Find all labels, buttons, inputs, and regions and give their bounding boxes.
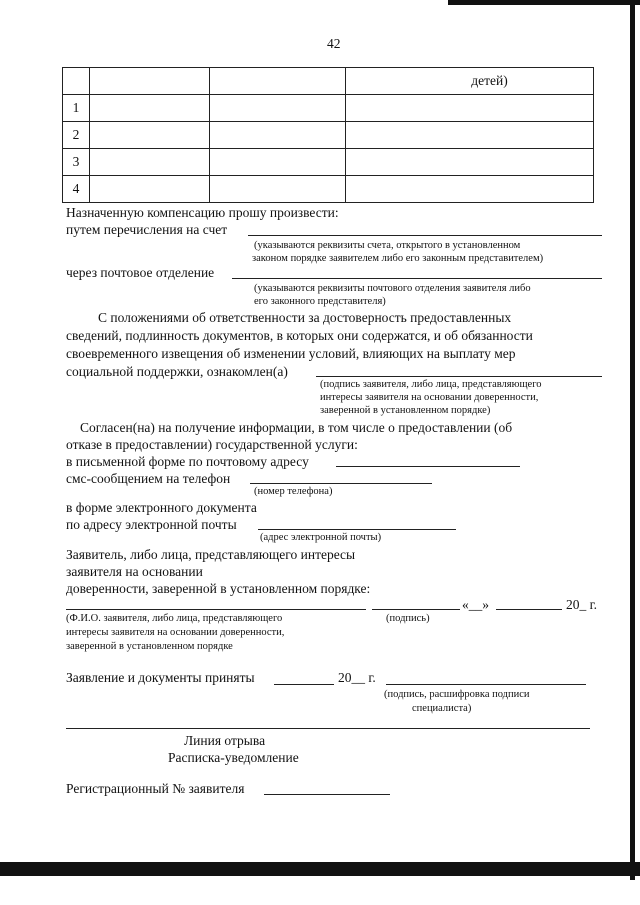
table-cell [346,95,594,122]
table-row [63,95,594,122]
accepted-year: 20__ г. [338,670,376,685]
table-row [63,176,594,203]
email-hint: (адрес электронной почты) [260,532,382,543]
email-field[interactable] [258,529,456,530]
electronic-label-1: в форме электронного документа [66,500,257,515]
responsibility-line-4: социальной поддержки, ознакомлен(а) [66,364,288,379]
fio-hint-1: (Ф.И.О. заявителя, либо лица, представляющего [66,613,283,624]
table-cell [346,149,594,176]
registration-label: Регистрационный № заявителя [66,781,245,796]
table-row [63,122,594,149]
accepted-hint-2: специалиста) [412,703,472,714]
signature-hint: (подпись) [386,613,430,624]
table-header-fragment: детей) [346,68,594,95]
registration-field[interactable] [264,794,390,795]
table-cell [90,95,210,122]
fio-hint-2: интересы заявителя на основании доверенности, [66,627,285,638]
children-table [62,67,594,203]
date-month-field[interactable] [496,609,562,610]
applicant-line-2: заявителя на основании [66,564,203,579]
responsibility-line-1: С положениями об ответственности за достоверность предоставленных [98,310,512,325]
post-office-field[interactable] [232,278,602,279]
table-cell [210,176,346,203]
post-office-hint-1: (указываются реквизиты почтового отделения заявителя либо [254,283,531,294]
row-number: 3 [63,149,90,176]
table-cell [210,149,346,176]
responsibility-hint-2: интересы заявителя на основании доверенности, [320,392,539,403]
accepted-hint-1: (подпись, расшифровка подписи [384,689,530,700]
specialist-signature-field[interactable] [386,684,586,685]
table-row [63,149,594,176]
post-office-hint-2: его законного представителя) [254,296,386,307]
responsibility-line-2: сведений, подлинность документов, в которых они содержатся, и об обязанности [66,328,533,343]
postal-address-label: в письменной форме по почтовому адресу [66,454,309,469]
account-field[interactable] [248,235,602,236]
fio-field[interactable] [66,609,366,610]
scan-bottom-edge [0,862,640,876]
consent-line-1: Согласен(на) на получение информации, в том числе о предоставлении (об [80,420,513,435]
responsibility-hint-1: (подпись заявителя, либо лица, представляющего [320,379,542,390]
table-cell [63,68,90,95]
table-cell [90,68,210,95]
table-cell [346,122,594,149]
scan-top-edge [448,0,640,5]
phone-field[interactable] [250,483,432,484]
tear-line-label: Линия отрыва [184,733,266,748]
account-hint-2: законом порядке заявителем либо его законным представителем) [252,253,544,264]
scan-right-edge [630,0,635,880]
row-number: 1 [63,95,90,122]
post-office-label: через почтовое отделение [66,265,215,280]
compensation-title: Назначенную компенсацию прошу произвести: [66,205,339,220]
responsibility-line-3: своевременного извещения об изменении условий, влияющих на выплату мер [66,346,516,361]
table-header-row [63,68,594,95]
accepted-label: Заявление и документы приняты [66,670,255,685]
phone-hint: (номер телефона) [254,486,333,497]
accepted-date-field[interactable] [274,684,334,685]
page-number: 42 [327,36,341,51]
table-cell [90,149,210,176]
table-cell [210,95,346,122]
table-cell [90,176,210,203]
fio-hint-3: заверенной в установленном порядке [66,641,233,652]
signature-field[interactable] [372,609,460,610]
sms-label: смс-сообщением на телефон [66,471,231,486]
responsibility-hint-3: заверенной в установленном порядке) [320,405,491,416]
consent-line-2: отказе в предоставлении) государственной услуги: [66,437,358,452]
table-cell [210,68,346,95]
applicant-line-3: доверенности, заверенной в установленном порядке: [66,581,371,596]
postal-address-field[interactable] [336,466,520,467]
electronic-label-2: по адресу электронной почты [66,517,237,532]
date-year: 20_ г. [566,597,598,612]
responsibility-signature-field[interactable] [316,376,602,377]
row-number: 4 [63,176,90,203]
account-label: путем перечисления на счет [66,222,228,237]
receipt-title: Расписка-уведомление [168,750,299,765]
tear-off-line [66,728,590,729]
date-day-quote: «__» [462,597,489,612]
applicant-line-1: Заявитель, либо лица, представляющего интересы [66,547,356,562]
table-cell [90,122,210,149]
row-number: 2 [63,122,90,149]
table-cell [210,122,346,149]
account-hint-1: (указываются реквизиты счета, открытого в установленном [254,240,521,251]
table-cell [346,176,594,203]
